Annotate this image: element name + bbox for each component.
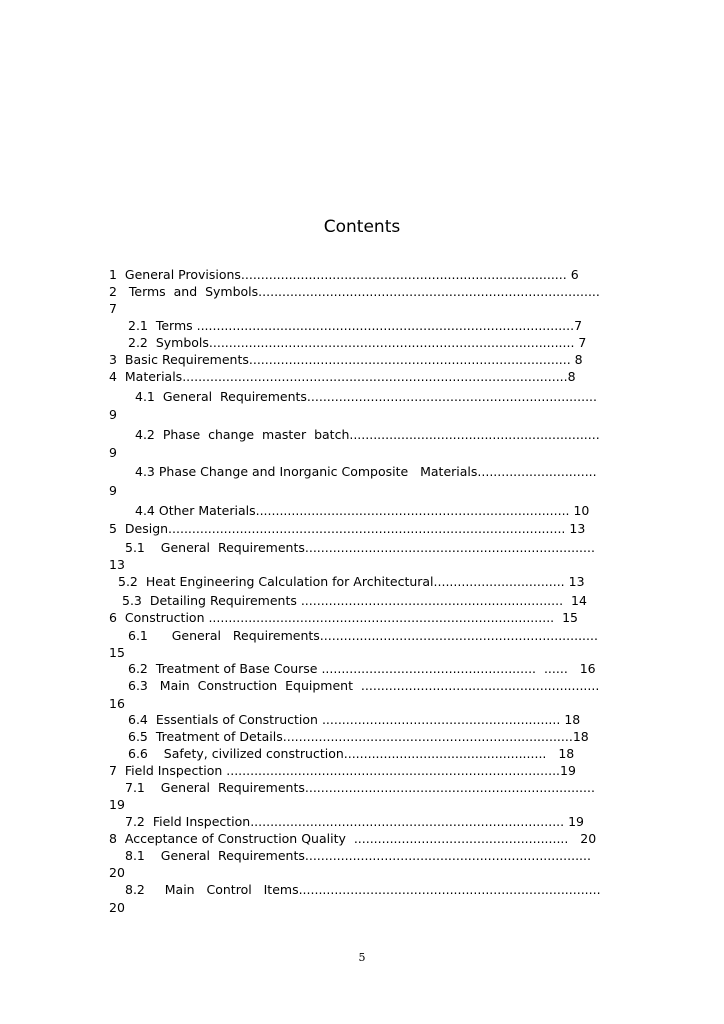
toc-entry-4-2: 4.2 Phase change master batch...............................................................: [135, 427, 600, 442]
toc-entry-2-1: 2.1 Terms ...............................................................................................7: [128, 318, 583, 333]
toc-entry-7: 7 Field Inspection ....................................................................................19: [109, 763, 576, 778]
toc-entry-5: 5 Design.................................................................................................... 13: [109, 521, 586, 536]
toc-entry-6-1-page: 15: [109, 645, 125, 660]
toc-entry-6-3: 6.3 Main Construction Equipment ............................................................: [128, 678, 600, 693]
toc-entry-8-1-page: 20: [109, 865, 125, 880]
toc-entry-5-3: 5.3 Detailing Requirements .................................................................. 14: [122, 593, 587, 608]
toc-entry-8-1: 8.1 General Requirements........................................................................: [125, 848, 591, 863]
toc-entry-2: 2 Terms and Symbols......................................................................................: [109, 284, 600, 299]
toc-entry-8: 8 Acceptance of Construction Quality ...................................................... 20: [109, 831, 597, 846]
toc-entry-6-2: 6.2 Treatment of Base Course ...................................................... ...... 16: [128, 661, 596, 676]
toc-entry-6-3-page: 16: [109, 696, 125, 711]
toc-entry-4: 4 Materials.................................................................................................8: [109, 369, 576, 384]
toc-entry-4-1: 4.1 General Requirements.........................................................................: [135, 389, 597, 404]
toc-entry-5-2: 5.2 Heat Engineering Calculation for Architectural................................. 13: [118, 574, 585, 589]
toc-entry-4-4: 4.4 Other Materials............................................................................... 10: [135, 503, 590, 518]
toc-entry-6-1: 6.1 General Requirements......................................................................: [128, 628, 598, 643]
toc-entry-3: 3 Basic Requirements................................................................................. 8: [109, 352, 583, 367]
toc-entry-7-1-page: 19: [109, 797, 125, 812]
toc-entry-8-2: 8.2 Main Control Items............................................................................: [125, 882, 601, 897]
toc-entry-4-3: 4.3 Phase Change and Inorganic Composite Materials..............................: [135, 464, 597, 479]
toc-entry-6-4: 6.4 Essentials of Construction ............................................................ 18: [128, 712, 581, 727]
toc-entry-7-2: 7.2 Field Inspection............................................................................... 19: [125, 814, 584, 829]
toc-entry-6-5: 6.5 Treatment of Details.........................................................................18: [128, 729, 589, 744]
toc-entry-2-2: 2.2 Symbols............................................................................................ 7: [128, 335, 587, 350]
toc-entry-6: 6 Construction ....................................................................................... 15: [109, 610, 579, 625]
toc-entry-6-6: 6.6 Safety, civilized construction................................................... 18: [128, 746, 575, 761]
toc-entry-4-1-page: 9: [109, 407, 117, 422]
toc-entry-4-3-page: 9: [109, 483, 117, 498]
toc-entry-5-1: 5.1 General Requirements.........................................................................: [125, 540, 595, 555]
toc-entry-7-1: 7.1 General Requirements.........................................................................: [125, 780, 595, 795]
page-number: 5: [358, 951, 366, 964]
contents-title: Contents: [323, 217, 401, 237]
toc-entry-1: 1 General Provisions.................................................................................. 6: [109, 267, 579, 282]
toc-entry-5-1-page: 13: [109, 557, 125, 572]
toc-entry-8-2-page: 20: [109, 900, 125, 915]
toc-entry-2-page: 7: [109, 301, 117, 316]
toc-entry-4-2-page: 9: [109, 445, 117, 460]
